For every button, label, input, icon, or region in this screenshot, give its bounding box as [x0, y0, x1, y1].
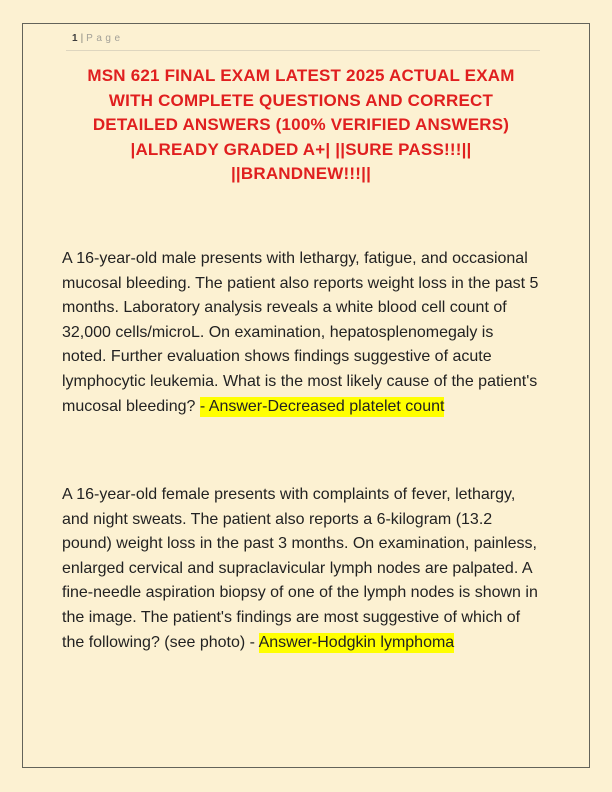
page-number: 1	[72, 33, 79, 44]
question-block-2	[62, 483, 542, 655]
question-1-text: A 16-year-old male presents with lethargy, fatigue, and occasional mucosal bleeding. The patient also reports weight loss in the past 5 months. Laboratory analysis reveals a white blood cell count of 32,000 cells/microL. On examination, hepatosplenomegaly is noted. Further evaluation shows findings suggestive of acute lymphocytic leukemia. What is the most likely cause of the patient's mucosal bleeding?	[62, 250, 539, 415]
header-separator: |	[80, 33, 84, 44]
question-1-answer-highlight: - Answer-Decreased platelet count	[199, 397, 445, 415]
title-line-3: DETAILED ANSWERS (100% VERIFIED ANSWERS)	[92, 115, 510, 134]
question-2-answer-highlight: Answer-Hodgkin lymphoma	[258, 633, 455, 651]
question-block-1	[62, 247, 542, 419]
question-2-text: A 16-year-old female presents with complaints of fever, lethargy, and night sweats. The patient also reports a 6-kilogram (13.2 pound) weight loss in the past 3 months. On examination, painless, enlarged cervical and supraclavicular lymph nodes are palpated. A fine-needle aspiration biopsy of one of the lymph nodes is shown in the image. The patient's findings are most suggestive of which of the following? (see photo) -	[62, 486, 538, 651]
title-line-2: WITH COMPLETE QUESTIONS AND CORRECT	[108, 90, 494, 110]
document-title	[62, 64, 540, 187]
title-line-4: |ALREADY GRADED A+| ||SURE PASS!!!||	[130, 139, 472, 159]
page-label: Page	[86, 33, 124, 44]
title-line-1: MSN 621 FINAL EXAM LATEST 2025 ACTUAL EXAM	[87, 66, 515, 85]
page-header	[66, 33, 540, 51]
title-line-5: ||BRANDNEW!!!||	[230, 164, 372, 183]
